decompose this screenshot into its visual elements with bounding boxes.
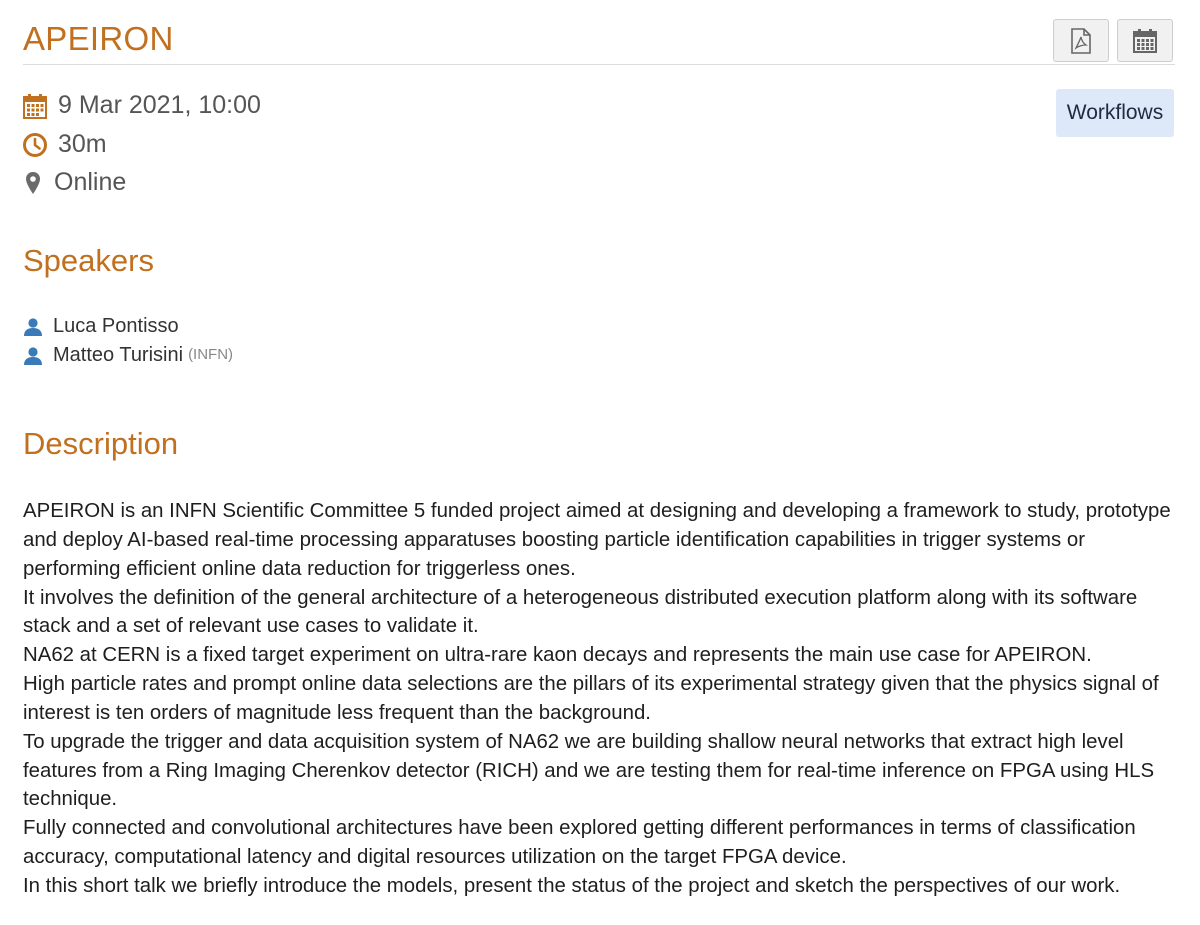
event-duration	[22, 130, 107, 159]
pdf-file-icon	[1070, 28, 1092, 54]
description-paragraph: In this short talk we briefly introduce the models, present the status of the project and sketch the perspectives of our work.	[23, 874, 1121, 897]
description-paragraph: APEIRON is an INFN Scientific Committee 5 funded project aimed at designing and developing a framework to study, prototype and deploy AI-based real-time processing apparatuses boosting particle identification capabilities in trigger systems or performing efficient online data reduction for triggerless ones.	[23, 500, 1171, 580]
speaker-affiliation: (INFN)	[188, 346, 234, 363]
calendar-icon	[1132, 28, 1158, 54]
description-paragraph: It involves the definition of the general architecture of a heterogeneous distributed execution platform along with its software stack and a set of relevant use cases to validate it.	[23, 586, 1138, 638]
pdf-export-button[interactable]	[1053, 19, 1109, 62]
event-location-text: Online	[54, 168, 127, 196]
event-date-text: 9 Mar 2021, 10:00	[58, 91, 261, 119]
description-paragraph: High particle rates and prompt online data selections are the pillars of its experimental strategy given that the physics signal of interest is ten orders of magnitude less frequent than the background.	[23, 673, 1159, 724]
track-tag[interactable]: Workflows	[1056, 89, 1174, 137]
description-heading: Description	[23, 426, 179, 461]
user-icon	[23, 346, 43, 366]
event-duration-text: 30m	[58, 130, 107, 158]
speaker-item	[23, 344, 233, 367]
map-pin-icon	[22, 170, 44, 196]
description-paragraph: To upgrade the trigger and data acquisition system of NA62 we are building shallow neural networks that extract high level features from a Ring Imaging Cherenkov detector (RICH) and we are testing them for real-time inference on FPGA using HLS technique.	[23, 730, 1155, 811]
speaker-item	[23, 315, 179, 338]
page-title: APEIRON	[23, 20, 174, 57]
user-icon	[23, 317, 43, 337]
description-paragraph: Fully connected and convolutional architectures have been explored getting different performances in terms of classification accuracy, computational latency and digital resources utilization on the target FPGA device.	[23, 817, 1136, 869]
speakers-heading: Speakers	[23, 243, 154, 278]
event-location	[22, 168, 126, 197]
description-paragraph: NA62 at CERN is a fixed target experiment on ultra-rare kaon decays and represents the main use case for APEIRON.	[23, 644, 1092, 667]
calendar-icon	[22, 93, 48, 119]
description-body	[23, 497, 1183, 901]
speaker-name[interactable]: Luca Pontisso	[53, 315, 179, 337]
title-divider	[23, 64, 1175, 65]
clock-icon	[22, 132, 48, 158]
calendar-export-button[interactable]	[1117, 19, 1173, 62]
speaker-name[interactable]: Matteo Turisini	[53, 344, 184, 366]
event-date	[22, 91, 261, 120]
